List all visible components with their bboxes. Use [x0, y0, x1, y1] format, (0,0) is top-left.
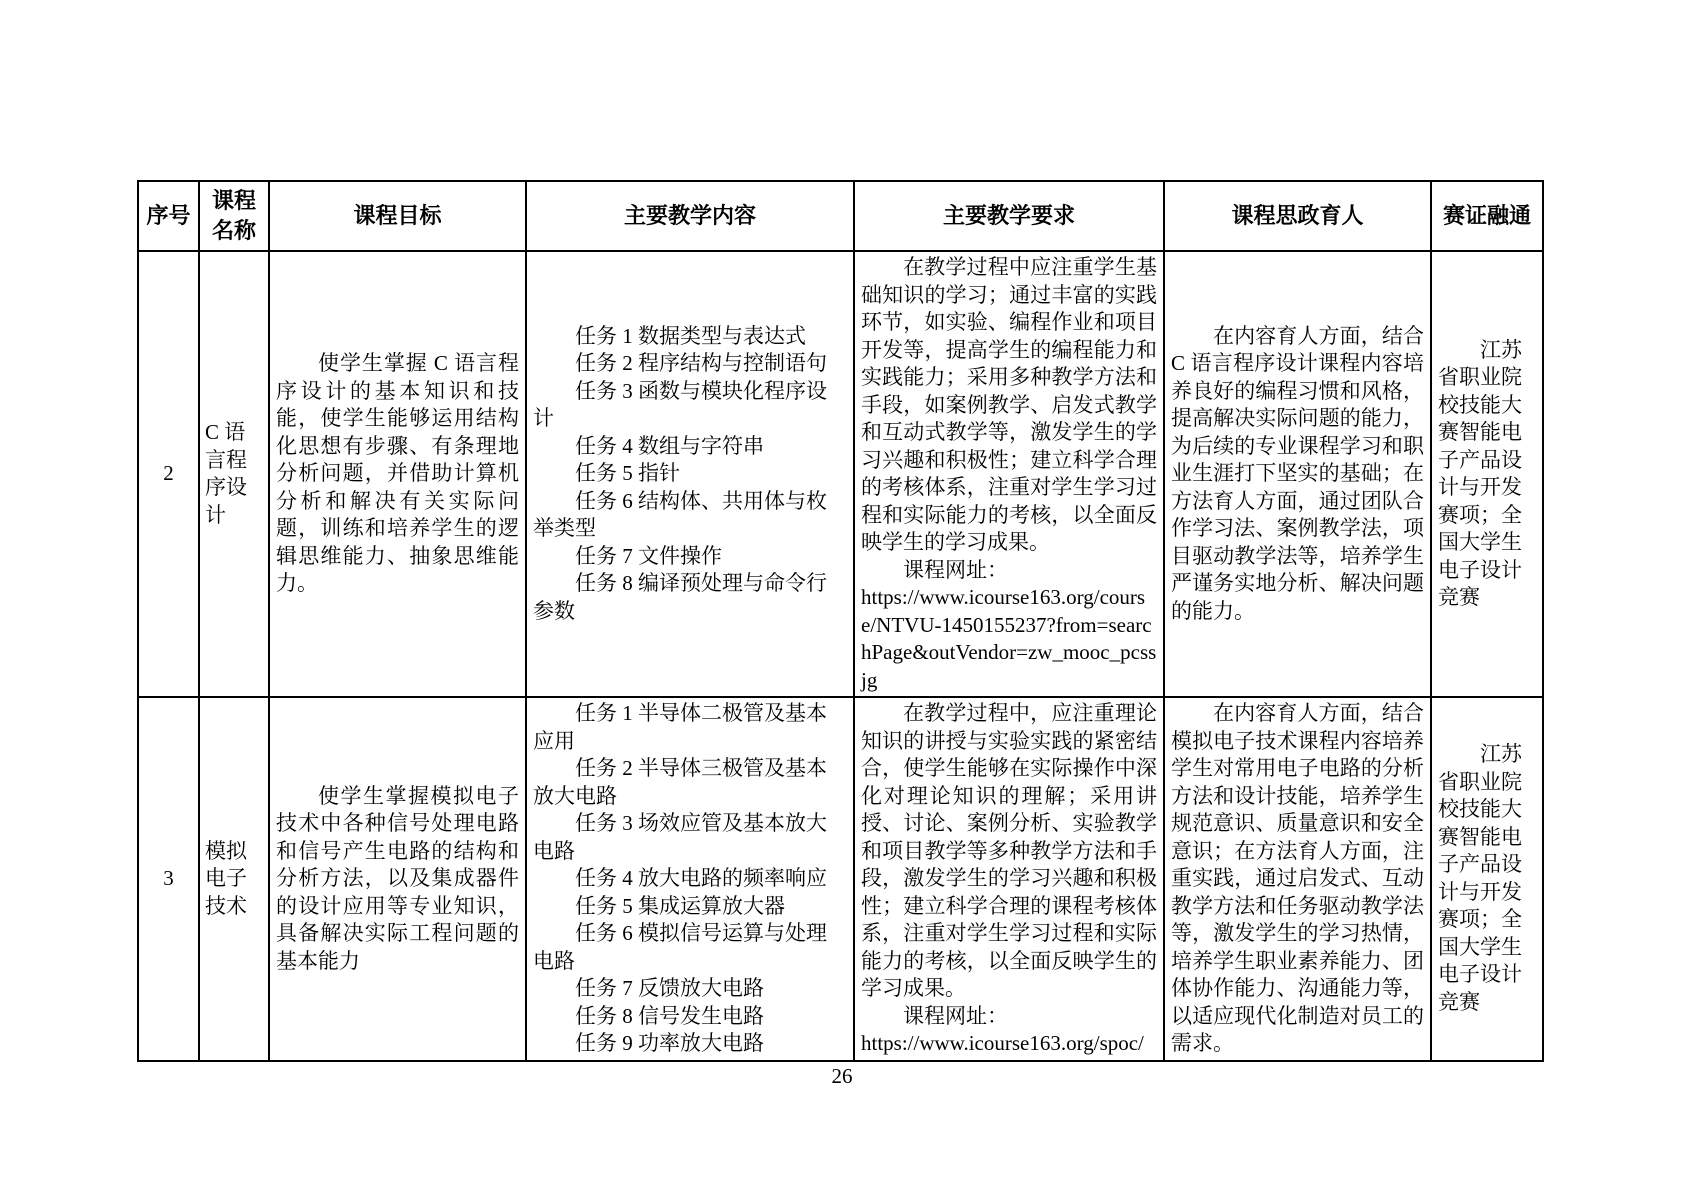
- cell-ideology-2: [1164, 251, 1431, 697]
- column-header-content: 主要教学内容: [526, 181, 854, 251]
- course-url-label: 课程网址：: [903, 1003, 1008, 1028]
- column-header-objectives: 课程目标: [269, 181, 526, 251]
- requirements-paragraph: 在教学过程中应注重学生基础知识的学习；通过丰富的实践环节，如实验、编程作业和项目开发等，提高学生的编程能力和实践能力；采用多种教学方法和手段，如案例教学、启发式教学和互动式教学等，激发学生的学习兴趣和积极性；建立科学合理的考核体系，注重对学生学习过程和实际能力的考核，以全面反映学生的学习成果。: [861, 255, 1157, 554]
- task-item: 任务 2 程序结构与控制语句: [575, 351, 827, 376]
- table-header-row: [138, 181, 1543, 251]
- ideology-paragraph: 在内容育人方面，结合模拟电子技术课程内容培养学生对常用电子电路的分析方法和设计技能，培养学生规范意识、质量意识和安全意识；在方法育人方面，注重实践，通过启发式、互动教学方法和任务驱动教学法等，激发学生的学习热情，培养学生职业素养能力、团体协作能力、沟通能力等，以适应现代化制造对员工的需求。: [1171, 701, 1424, 1055]
- task-item: 任务 8 信号发生电路: [575, 1003, 764, 1028]
- task-item: 任务 7 文件操作: [575, 543, 722, 568]
- task-item: 任务 7 反馈放大电路: [575, 976, 764, 1000]
- cell-seq-3: 3: [138, 697, 199, 1061]
- column-header-seq: 序号: [138, 181, 199, 251]
- course-plan-table: [137, 180, 1544, 1062]
- cell-objectives-3: [269, 697, 526, 1061]
- task-item: 任务 4 数组与字符串: [575, 433, 764, 458]
- cell-content-2: [526, 251, 854, 697]
- task-item: 任务 9 功率放大电路: [575, 1031, 764, 1055]
- task-item: 任务 6 结构体、共用体与枚举类型: [533, 488, 827, 541]
- objectives-paragraph: 使学生掌握 C 语言程序设计的基本知识和技能，使学生能够运用结构化思想有步骤、有条理地分析问题，并借助计算机分析和解决有关实际问题，训练和培养学生的逻辑思维能力、抽象思维能力。: [276, 351, 519, 596]
- task-item: 任务 4 放大电路的频率响应: [575, 866, 827, 890]
- column-header-competition: 赛证融通: [1431, 181, 1543, 251]
- competition-paragraph: 江苏省职业院校技能大赛智能电子产品设计与开发赛项；全国大学生电子设计竞赛: [1438, 742, 1522, 1014]
- requirements-paragraph: 在教学过程中，应注重理论知识的讲授与实验实践的紧密结合，使学生能够在实际操作中深化对理论知识的理解；采用讲授、讨论、案例分析、实验教学和项目教学等多种教学方法和手段，激发学生的学习兴趣和积极性；建立科学合理的课程考核体系，注重对学生学习过程和实际能力的考核，以全面反映学生的学习成果。: [861, 701, 1157, 1000]
- column-header-course-name: 课程名称: [199, 181, 269, 251]
- cell-requirements-2: [854, 251, 1164, 697]
- task-item: 任务 6 模拟信号运算与处理电路: [533, 921, 827, 973]
- task-item: 任务 1 数据类型与表达式: [575, 323, 806, 348]
- column-header-ideology: 课程思政育人: [1164, 181, 1431, 251]
- cell-competition-3: [1431, 697, 1543, 1061]
- objectives-paragraph: 使学生掌握模拟电子技术中各种信号处理电路和信号产生电路的结构和分析方法，以及集成器件的设计应用等专业知识，具备解决实际工程问题的基本能力: [276, 783, 519, 973]
- cell-course-name-3: 模拟电子技术: [199, 697, 269, 1061]
- task-item: 任务 5 指针: [575, 461, 680, 486]
- task-item: 任务 8 编译预处理与命令行参数: [533, 571, 827, 623]
- table-row-course-3: [138, 697, 1543, 1061]
- cell-competition-2: [1431, 251, 1543, 697]
- ideology-paragraph: 在内容育人方面，结合 C 语言程序设计课程内容培养良好的编程习惯和风格，提高解决实际问题的能力，为后续的专业课程学习和职业生涯打下坚实的基础；在方法育人方面，通过团队合作学习法、案例教学法，项目驱动教学法等，培养学生严谨务实地分析、解决问题的能力。: [1171, 323, 1424, 623]
- page-number: 26: [831, 1064, 853, 1088]
- task-item: 任务 3 场效应管及基本放大电路: [533, 811, 827, 863]
- task-item: 任务 1 半导体二极管及基本应用: [533, 701, 827, 753]
- task-item: 任务 2 半导体三极管及基本放大电路: [533, 756, 827, 808]
- cell-objectives-2: [269, 251, 526, 697]
- column-header-requirements: 主要教学要求: [854, 181, 1164, 251]
- table-row-course-2: [138, 251, 1543, 697]
- cell-ideology-3: [1164, 697, 1431, 1061]
- cell-content-3: [526, 697, 854, 1061]
- course-url: https://www.icourse163.org/spoc/: [861, 1031, 1144, 1055]
- task-item: 任务 5 集成运算放大器: [575, 893, 785, 918]
- cell-seq-2: 2: [138, 251, 199, 697]
- cell-requirements-3: [854, 697, 1164, 1061]
- course-url: https://www.icourse163.org/course/NTVU-1450155237?from=searchPage&outVendor=zw_mooc_pcssjg: [861, 585, 1157, 692]
- task-item: 任务 3 函数与模块化程序设计: [533, 378, 827, 431]
- course-url-label: 课程网址：: [903, 557, 1008, 582]
- cell-course-name-2: C 语言程序设计: [199, 251, 269, 697]
- competition-paragraph: 江苏省职业院校技能大赛智能电子产品设计与开发赛项；全国大学生电子设计竞赛: [1438, 337, 1522, 609]
